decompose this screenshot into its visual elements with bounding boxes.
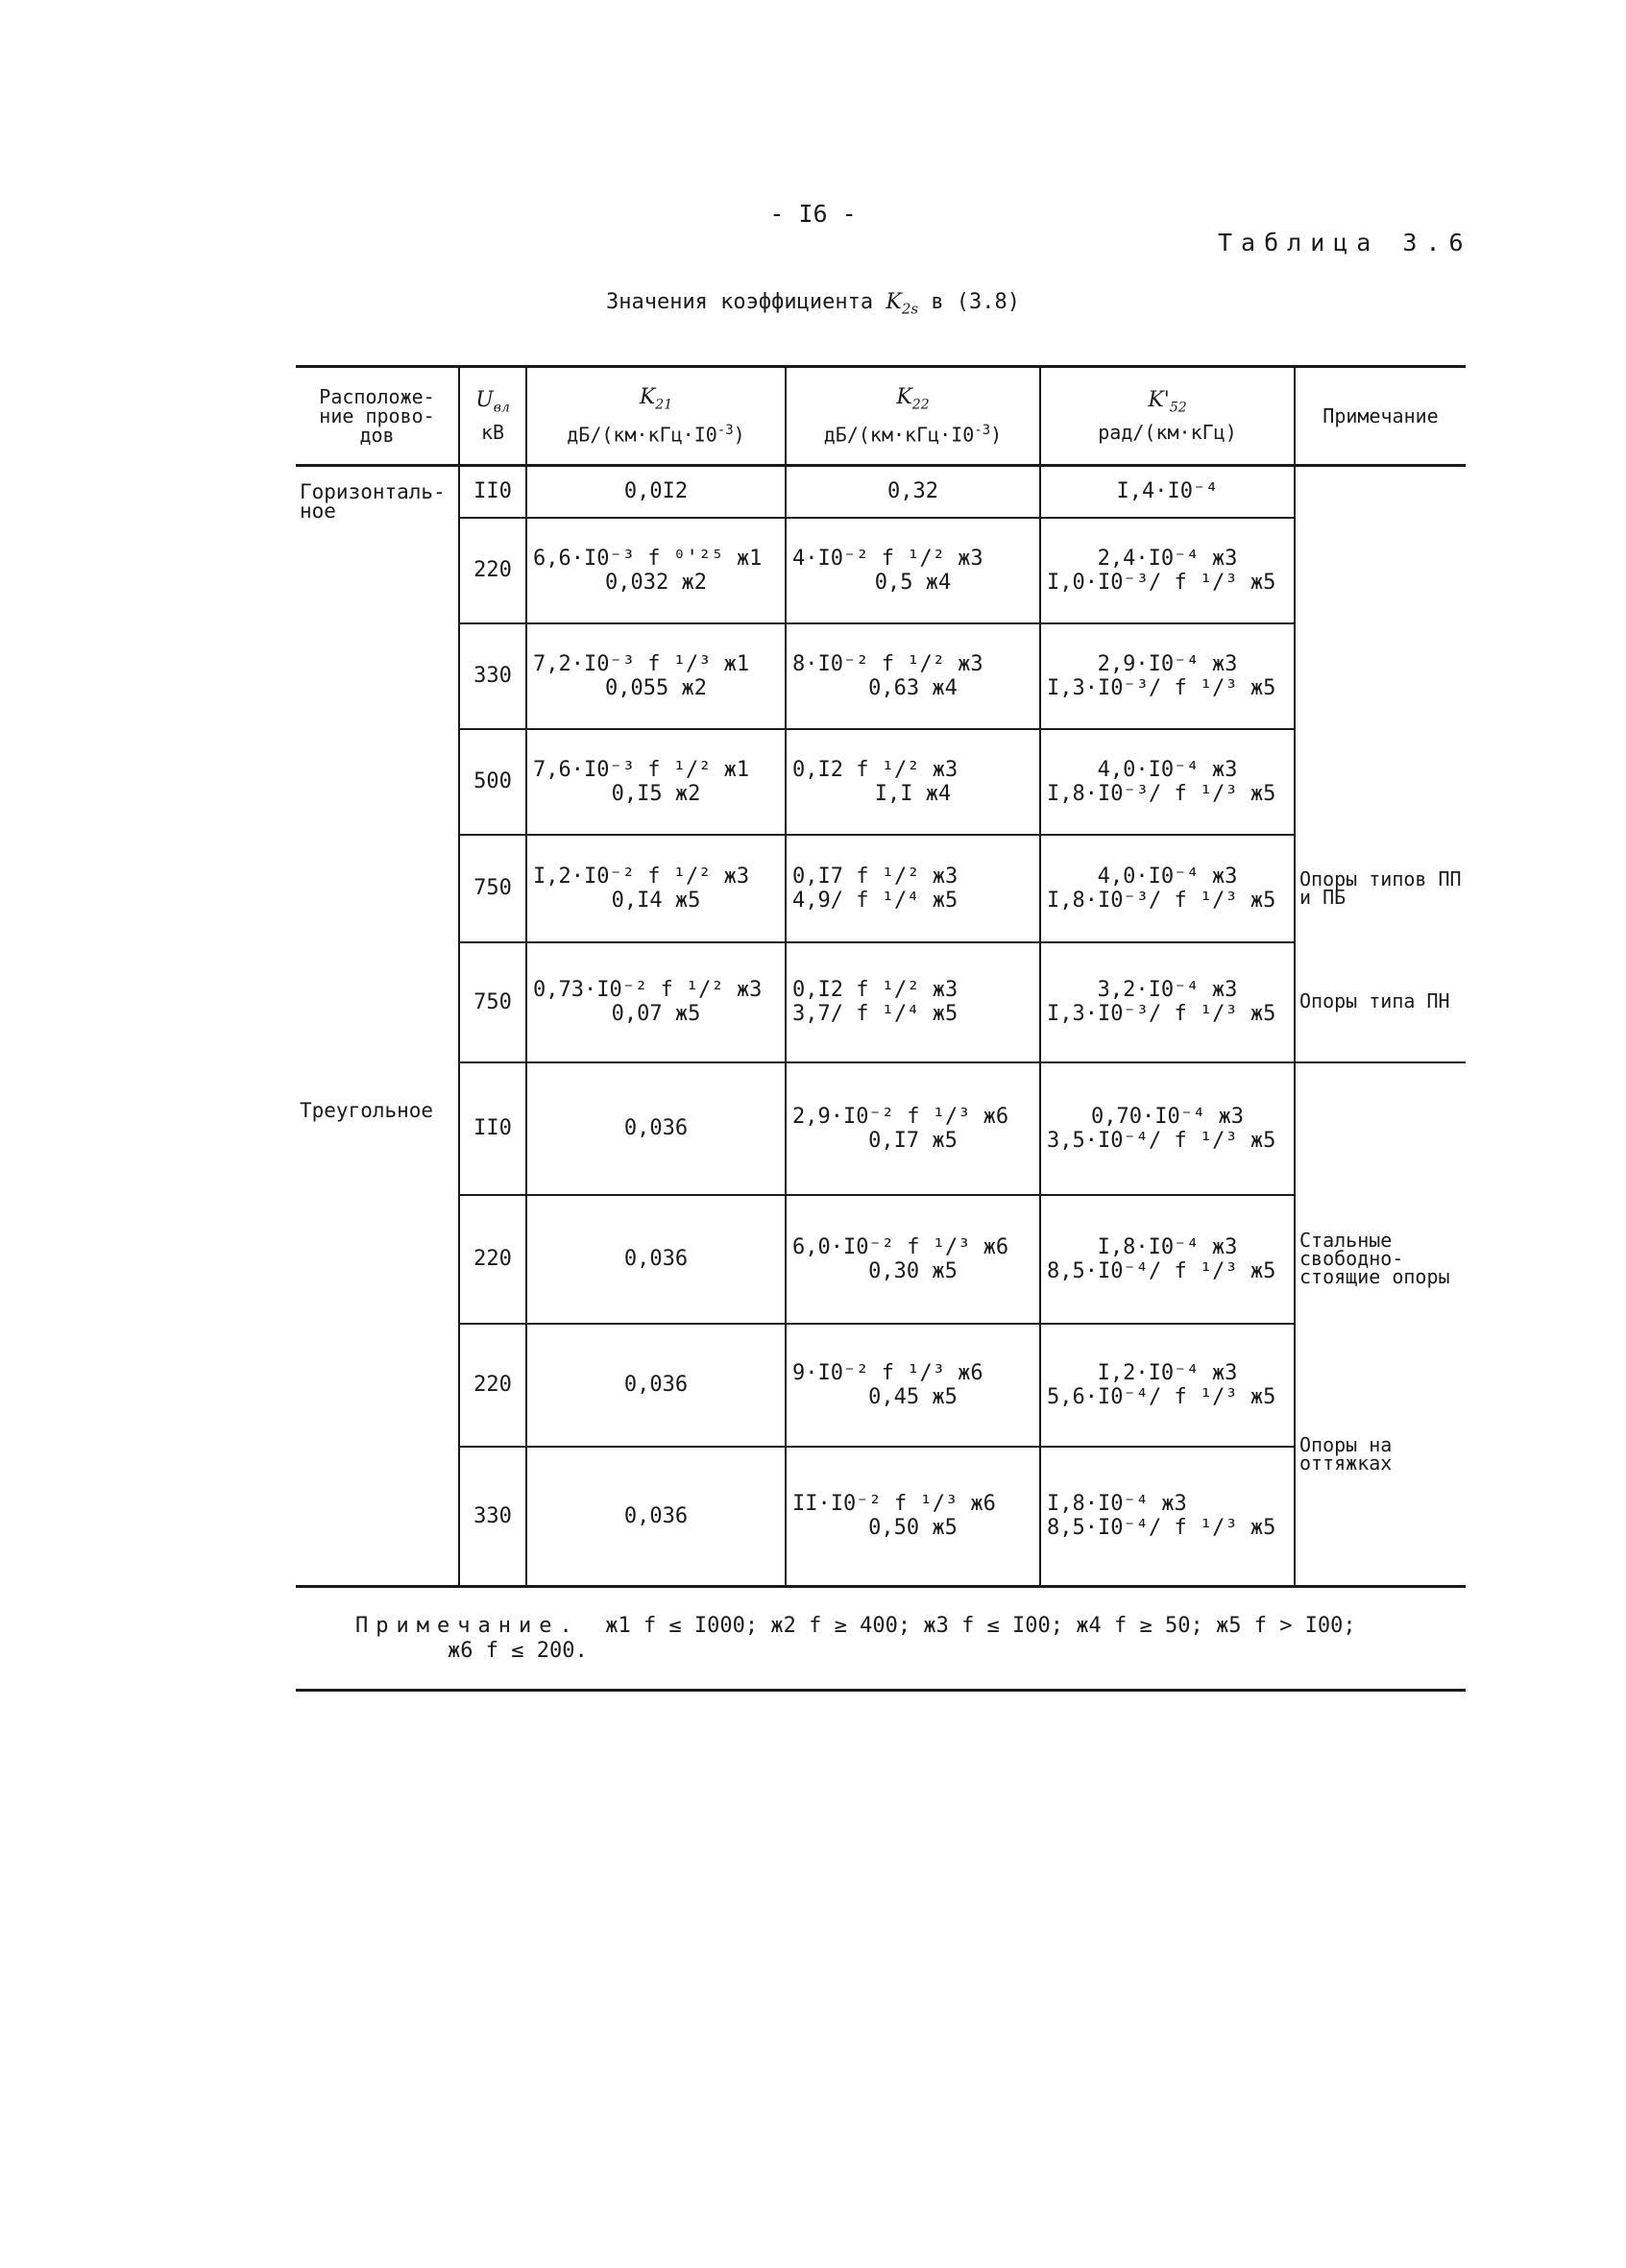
table-row (296, 835, 1466, 942)
k21-cell: 0,0I2 (526, 466, 786, 518)
k22-cell: 0,32 (786, 466, 1040, 518)
table-row (296, 729, 1466, 835)
header-k22: $K_{22}$ $дБ/(км\cdot кГц\cdot I0^{-3})$ (786, 367, 1040, 466)
k52-cell: I,8·I0⁻⁴ ж3 8,5·I0⁻⁴/ f ¹/³ ж5 (1040, 1195, 1295, 1324)
note-cell: Опоры типов ПП и ПБ (1295, 835, 1466, 942)
k21-cell: 6,6·I0⁻³ f ⁰'²⁵ ж1 0,032 ж2 (526, 518, 786, 623)
note-cell: Опоры типа ПН (1295, 942, 1466, 1062)
header-voltage: $U_{вл}$ кВ (459, 367, 526, 466)
k52-cell: 3,2·I0⁻⁴ ж3 I,3·I0⁻³/ f ¹/³ ж5 (1040, 942, 1295, 1062)
header-note: Примечание (1295, 367, 1466, 466)
k21-cell: 0,73·I0⁻² f ¹/² ж3 0,07 ж5 (526, 942, 786, 1062)
table-row (296, 1062, 1466, 1195)
k52-cell: 2,4·I0⁻⁴ ж3 I,0·I0⁻³/ f ¹/³ ж5 (1040, 518, 1295, 623)
k21-cell: 0,036 (526, 1062, 786, 1195)
k21-cell: 7,2·I0⁻³ f ¹/³ ж1 0,055 ж2 (526, 623, 786, 729)
k52-cell: 2,9·I0⁻⁴ ж3 I,3·I0⁻³/ f ¹/³ ж5 (1040, 623, 1295, 729)
arrangement-horizontal: Горизонталь-ное (300, 480, 446, 523)
note-cell (1295, 1062, 1466, 1195)
k52-cell: I,8·I0⁻⁴ ж3 8,5·I0⁻⁴/ f ¹/³ ж5 (1040, 1447, 1295, 1587)
arrangement-triangular: Треугольное (300, 1098, 434, 1122)
k22-cell: 0,I2 f ¹/² ж3 3,7/ f ¹/⁴ ж5 (786, 942, 1040, 1062)
voltage-cell: II0 (459, 1062, 526, 1195)
caption-symbol: $K_{2s}$ (886, 290, 919, 318)
table-row (296, 623, 1466, 729)
k22-cell: 0,I2 f ¹/² ж3 I,I ж4 (786, 729, 1040, 835)
note-cell: Опоры на оттяжках (1295, 1324, 1466, 1587)
k22-cell: II·I0⁻² f ¹/³ ж6 0,50 ж5 (786, 1447, 1040, 1587)
k21-cell: 0,036 (526, 1324, 786, 1447)
k22-cell: 9·I0⁻² f ¹/³ ж6 0,45 ж5 (786, 1324, 1040, 1447)
k22-cell: 6,0·I0⁻² f ¹/³ ж6 0,30 ж5 (786, 1195, 1040, 1324)
voltage-cell: 500 (459, 729, 526, 835)
voltage-cell: 220 (459, 518, 526, 623)
k22-cell: 2,9·I0⁻² f ¹/³ ж6 0,I7 ж5 (786, 1062, 1040, 1195)
header-k52: $K'_{52}$ рад/(км·кГц) (1040, 367, 1295, 466)
voltage-cell: 330 (459, 1447, 526, 1587)
header-k21: $K_{21}$ $дБ/(км\cdot кГц\cdot I0^{-3})$ (526, 367, 786, 466)
table-row (296, 942, 1466, 1062)
table-row (296, 1447, 1466, 1587)
note-cell (1295, 466, 1466, 835)
note-cell: Стальные свободно-стоящие опоры (1295, 1195, 1466, 1324)
k52-cell: 4,0·I0⁻⁴ ж3 I,8·I0⁻³/ f ¹/³ ж5 (1040, 835, 1295, 942)
table-footnote (355, 1614, 1356, 1664)
caption-text: Значения коэффициента (605, 290, 874, 314)
table-row (296, 518, 1466, 623)
table-row (296, 466, 1466, 518)
page-number: - I6 - (769, 200, 857, 228)
k52-cell: 4,0·I0⁻⁴ ж3 I,8·I0⁻³/ f ¹/³ ж5 (1040, 729, 1295, 835)
voltage-cell: 220 (459, 1324, 526, 1447)
k21-cell: 0,036 (526, 1195, 786, 1324)
footnote-line-2: ж6 f ≤ 200. (448, 1639, 588, 1663)
table-caption (0, 290, 1626, 317)
header-row (296, 367, 1466, 466)
footnote-label: Примечание. (355, 1614, 580, 1638)
table-row (296, 1324, 1466, 1447)
bottom-rule (296, 1689, 1466, 1692)
voltage-cell: 330 (459, 623, 526, 729)
k22-cell: 4·I0⁻² f ¹/² ж3 0,5 ж4 (786, 518, 1040, 623)
table-row (296, 1195, 1466, 1324)
footnote-line-1: ж1 f ≤ I000; ж2 f ≥ 400; ж3 f ≤ I00; ж4 f ≥ 50; ж5 f > I00; (605, 1614, 1356, 1638)
k21-cell: 0,036 (526, 1447, 786, 1587)
caption-suffix: в (3.8) (931, 290, 1021, 314)
voltage-cell: 220 (459, 1195, 526, 1324)
coefficient-table (296, 365, 1466, 1588)
voltage-cell: 750 (459, 835, 526, 942)
table-label: Таблица 3.6 (1218, 229, 1472, 256)
header-arrangement: Расположе- ние прово- дов (296, 367, 459, 466)
k21-cell: I,2·I0⁻² f ¹/² ж3 0,I4 ж5 (526, 835, 786, 942)
k52-cell: 0,70·I0⁻⁴ ж3 3,5·I0⁻⁴/ f ¹/³ ж5 (1040, 1062, 1295, 1195)
voltage-cell: II0 (459, 466, 526, 518)
k52-cell: I,4·I0⁻⁴ (1040, 466, 1295, 518)
voltage-cell: 750 (459, 942, 526, 1062)
k21-cell: 7,6·I0⁻³ f ¹/² ж1 0,I5 ж2 (526, 729, 786, 835)
k22-cell: 0,I7 f ¹/² ж3 4,9/ f ¹/⁴ ж5 (786, 835, 1040, 942)
k52-cell: I,2·I0⁻⁴ ж3 5,6·I0⁻⁴/ f ¹/³ ж5 (1040, 1324, 1295, 1447)
k22-cell: 8·I0⁻² f ¹/² ж3 0,63 ж4 (786, 623, 1040, 729)
